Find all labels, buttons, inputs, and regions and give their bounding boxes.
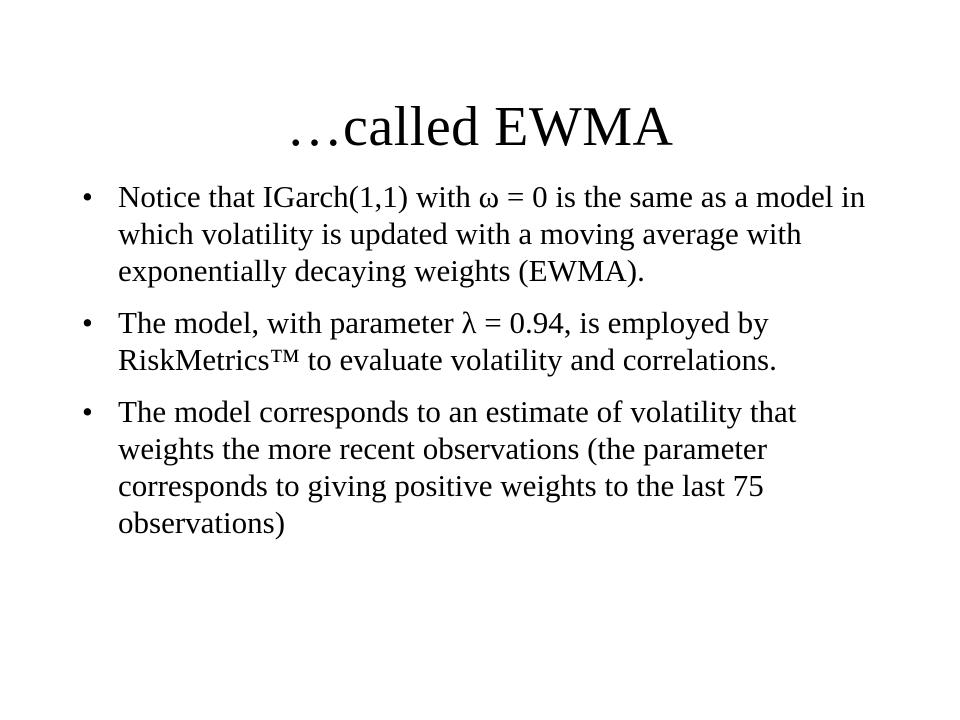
bullet-text: Notice that IGarch(1,1) with ω = 0 is the same as a model in which volatility is updated with a moving average with exponentially decaying weights (EWMA). — [118, 179, 866, 288]
bullet-item-weights — [78, 393, 898, 541]
bullet-text: The model corresponds to an estimate of volatility that weights the more recent observations (the parameter corresponds to giving positive weights to the last 75 observations) — [118, 394, 797, 540]
bullet-item-riskmetrics — [78, 304, 898, 378]
bullet-item-igarch — [78, 178, 898, 289]
bullet-text: The model, with parameter λ = 0.94, is employed by RiskMetrics™ to evaluate volatility and correlations. — [118, 305, 777, 377]
bullet-marker: • — [82, 305, 93, 340]
bullet-marker: • — [82, 179, 93, 214]
bullet-list — [78, 178, 898, 556]
slide-title: …called EWMA — [286, 96, 674, 158]
bullet-marker: • — [82, 394, 93, 429]
